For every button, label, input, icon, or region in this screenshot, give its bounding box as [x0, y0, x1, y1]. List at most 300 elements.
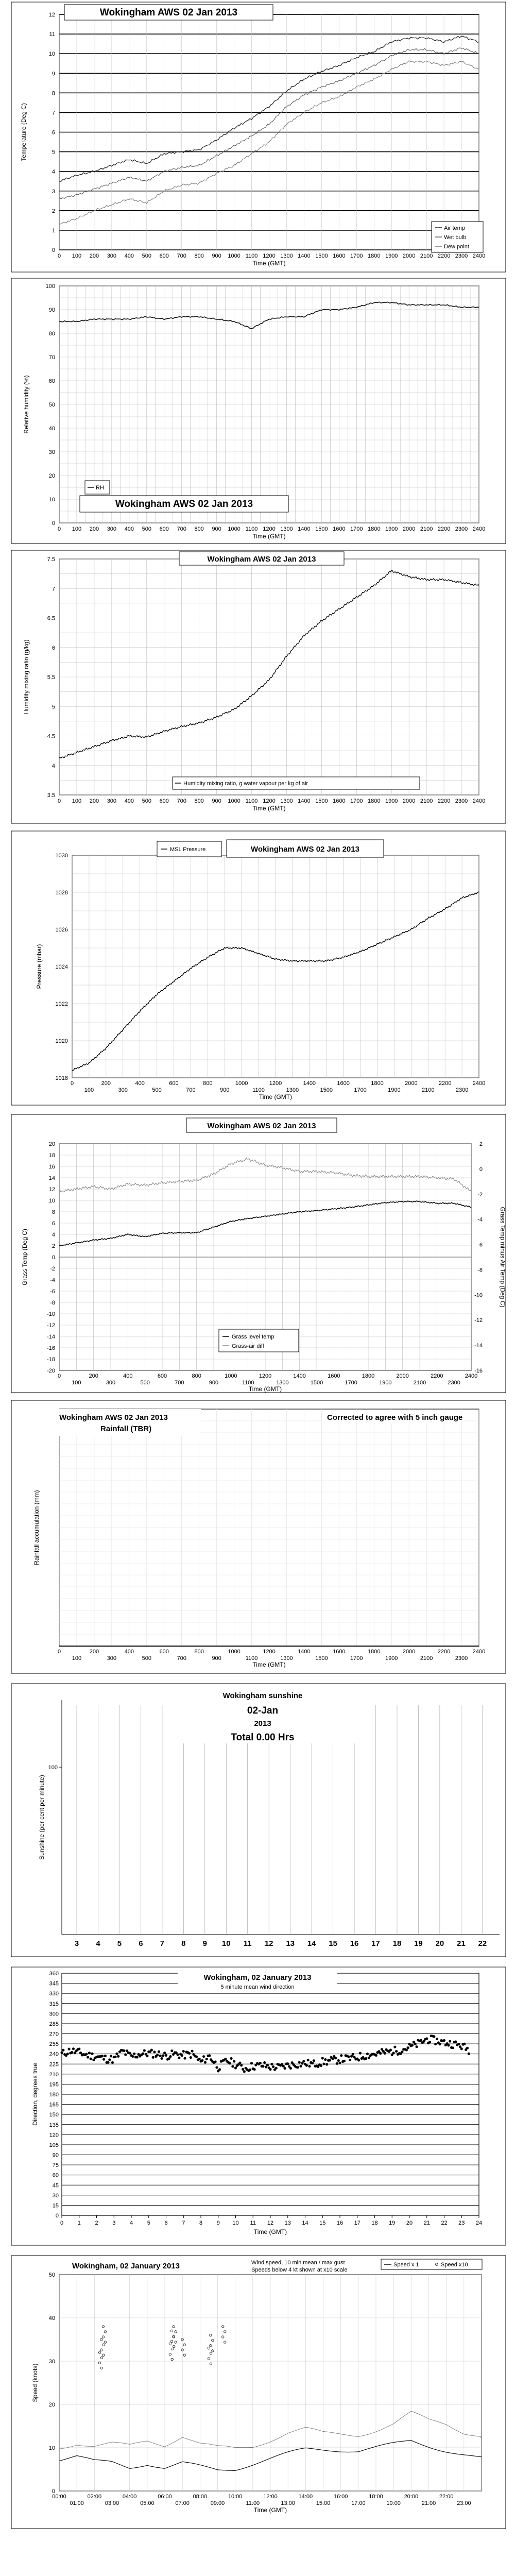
windspeed-x-tick: 01:00: [70, 2500, 84, 2506]
winddir-point: [234, 2066, 237, 2069]
pressure-y-tick: 1022: [55, 1001, 68, 1007]
windspeed-subtitle: Wind speed, 10 min mean / max gust: [251, 2260, 345, 2266]
winddir-x-tick: 2: [95, 2220, 98, 2226]
mixing-y-tick: 5: [52, 704, 55, 710]
winddir-point: [195, 2056, 198, 2058]
winddir-point: [438, 2043, 441, 2045]
grass-x-tick: 2100: [413, 1380, 426, 1386]
sunshine-x-tick: 14: [307, 1939, 316, 1948]
rainfall-x-tick: 2200: [437, 1649, 451, 1655]
mixing-x-tick: 2300: [455, 798, 468, 804]
mixing-y-tick: 3.5: [47, 792, 55, 799]
mixing-x-tick: 1200: [263, 798, 276, 804]
winddir-point: [230, 2057, 232, 2060]
grass-x-tick: 1400: [293, 1373, 306, 1379]
winddir-point: [163, 2052, 166, 2054]
winddir-point: [337, 2059, 340, 2062]
temperature-title: Wokingham AWS 02 Jan 2013: [99, 7, 238, 18]
temperature-x-tick: 2300: [455, 253, 468, 259]
pressure-y-tick: 1028: [55, 890, 68, 896]
winddir-point: [170, 2049, 173, 2052]
sunshine-date: 02-Jan: [247, 1705, 279, 1716]
winddir-point: [395, 2050, 398, 2053]
winddir-point: [414, 2043, 417, 2045]
humidity-x-tick: 1200: [263, 526, 276, 532]
rainfall-x-tick: 700: [177, 1655, 186, 1662]
winddir-point: [307, 2059, 310, 2061]
grass-x-tick: 2000: [396, 1373, 409, 1379]
humidity-x-tick: 1700: [350, 526, 363, 532]
humidity-y-label: Relative humidity (%): [23, 375, 30, 434]
grass-y-tick-right: -10: [474, 1292, 483, 1299]
mixing-x-label: Time (GMT): [252, 805, 286, 812]
rainfall-note: Corrected to agree with 5 inch gauge: [327, 1413, 463, 1422]
winddir-point: [272, 2065, 274, 2068]
winddir-point: [289, 2067, 292, 2070]
pressure-x-tick: 0: [70, 1080, 74, 1087]
windspeed-legend-label: Speed x 1: [393, 2262, 419, 2268]
windspeed-y-tick: 10: [48, 2445, 55, 2451]
pressure-x-tick: 1400: [303, 1080, 316, 1087]
winddir-x-tick: 24: [475, 2220, 483, 2226]
mixing-x-tick: 1400: [298, 798, 311, 804]
temperature-x-label: Time (GMT): [252, 260, 286, 267]
winddir-y-tick: 135: [49, 2122, 59, 2128]
grass-x-tick: 1800: [362, 1373, 375, 1379]
pressure-x-tick: 1000: [235, 1080, 248, 1087]
rainfall-x-tick: 1300: [280, 1655, 293, 1662]
winddir-point: [159, 2055, 162, 2057]
winddir-subtitle: 5 minute mean wind direction: [220, 1984, 295, 1990]
temperature-x-tick: 2200: [437, 253, 451, 259]
winddir-y-tick: 315: [49, 2001, 59, 2007]
grass-y-tick: 20: [48, 1141, 55, 1147]
winddir-point: [436, 2038, 438, 2040]
rainfall-x-tick: 1000: [228, 1649, 241, 1655]
grass-x-tick: 700: [175, 1380, 184, 1386]
temperature-x-tick: 1600: [333, 253, 346, 259]
humidity-x-label: Time (GMT): [252, 533, 286, 540]
humidity-title: Wokingham AWS 02 Jan 2013: [115, 499, 253, 510]
winddir-y-tick: 270: [49, 2031, 59, 2038]
winddir-point: [117, 2055, 119, 2058]
winddir-point: [62, 2049, 64, 2052]
windspeed-x-tick: 16:00: [333, 2494, 348, 2500]
rainfall-y-label: Rainfall accumulation (mm): [33, 1490, 40, 1565]
temperature-y-tick: 11: [49, 31, 55, 38]
winddir-point: [263, 2061, 266, 2064]
winddir-y-tick: 210: [49, 2071, 59, 2078]
humidity-legend-label: RH: [96, 485, 104, 491]
grass-legend-label: Grass level temp: [232, 1334, 274, 1340]
winddir-point: [297, 2066, 299, 2069]
mixing-x-tick: 800: [194, 798, 204, 804]
winddir-point: [229, 2062, 231, 2064]
mixing-x-tick: 1100: [245, 798, 258, 804]
grass-y-tick: -10: [47, 1311, 55, 1317]
winddir-point: [425, 2037, 428, 2040]
humidity-y-tick: 30: [48, 449, 55, 455]
humidity-x-tick: 1500: [315, 526, 328, 532]
grass-x-tick: 1100: [242, 1380, 254, 1386]
winddir-point: [401, 2050, 403, 2053]
temperature-x-tick: 1100: [245, 253, 258, 259]
pressure-x-tick: 2400: [472, 1080, 486, 1087]
pressure-x-tick: 2200: [438, 1080, 452, 1087]
rainfall-x-tick: 1400: [298, 1649, 311, 1655]
winddir-point: [158, 2050, 160, 2053]
rainfall-x-tick: 0: [57, 1649, 61, 1655]
winddir-point: [176, 2053, 179, 2056]
winddir-point: [349, 2059, 351, 2061]
winddir-point: [375, 2054, 377, 2057]
temperature-x-tick: 500: [142, 253, 151, 259]
temperature-y-tick: 4: [52, 168, 55, 175]
sunshine-x-tick: 19: [414, 1939, 423, 1948]
winddir-y-tick: 30: [52, 2192, 59, 2199]
pressure-x-tick: 1100: [252, 1087, 265, 1093]
winddir-point: [331, 2057, 334, 2060]
humidity-y-tick: 80: [48, 331, 55, 337]
mixing-y-tick: 7: [52, 586, 55, 592]
winddir-x-tick: 18: [371, 2220, 378, 2226]
humidity-x-tick: 600: [159, 526, 169, 532]
grass-x-tick: 1700: [345, 1380, 357, 1386]
sunshine-x-tick: 11: [243, 1939, 252, 1948]
rainfall-x-tick: 300: [107, 1655, 117, 1662]
humidity-y-tick: 40: [48, 426, 55, 432]
mixing-x-tick: 2400: [472, 798, 486, 804]
pressure-x-tick: 2000: [405, 1080, 418, 1087]
winddir-y-tick: 75: [52, 2162, 59, 2169]
windspeed-x-tick: 05:00: [140, 2500, 154, 2506]
windspeed-x-tick: 12:00: [263, 2494, 278, 2500]
temperature-x-tick: 200: [89, 253, 99, 259]
rainfall-x-tick: 1200: [263, 1649, 276, 1655]
sunshine-x-tick: 16: [350, 1939, 359, 1948]
winddir-x-tick: 8: [199, 2220, 203, 2226]
winddir-point: [275, 2067, 278, 2070]
sunshine-x-tick: 17: [371, 1939, 380, 1948]
sunshine-title: Wokingham sunshine: [222, 1691, 303, 1700]
sunshine-x-tick: 7: [160, 1939, 165, 1948]
windspeed-y-tick: 20: [48, 2402, 55, 2408]
humidity-y-tick: 60: [48, 378, 55, 384]
sunshine-x-tick: 12: [264, 1939, 273, 1948]
winddir-x-tick: 1: [77, 2220, 81, 2226]
winddir-point: [101, 2055, 104, 2057]
mixing-x-tick: 700: [177, 798, 186, 804]
pressure-x-tick: 900: [220, 1087, 230, 1093]
mixing-x-tick: 2100: [420, 798, 433, 804]
rainfall-x-tick: 1600: [333, 1649, 346, 1655]
grass-y-tick: -6: [50, 1289, 55, 1295]
temperature-x-tick: 2100: [420, 253, 433, 259]
winddir-point: [305, 2064, 308, 2066]
winddir-point: [181, 2054, 183, 2057]
grass-x-tick: 1900: [379, 1380, 392, 1386]
temperature-legend-label: Wet bulb: [444, 234, 467, 241]
pressure-x-tick: 1200: [269, 1080, 282, 1087]
winddir-x-tick: 4: [129, 2220, 133, 2226]
winddir-point: [321, 2057, 324, 2059]
mixing-x-tick: 1800: [368, 798, 381, 804]
winddir-y-tick: 165: [49, 2102, 59, 2108]
grass-y-tick: 8: [52, 1209, 55, 1215]
grass-x-tick: 2300: [448, 1380, 460, 1386]
pressure-x-tick: 700: [186, 1087, 196, 1093]
grass-y-tick: 18: [48, 1153, 55, 1159]
humidity-x-tick: 100: [72, 526, 82, 532]
winddir-point: [108, 2058, 111, 2061]
mixing-x-tick: 1300: [280, 798, 293, 804]
pressure-title: Wokingham AWS 02 Jan 2013: [251, 845, 359, 854]
humidity-x-tick: 800: [194, 526, 204, 532]
rainfall-x-tick: 2000: [402, 1649, 416, 1655]
grass-x-tick: 2200: [431, 1373, 443, 1379]
winddir-x-tick: 7: [182, 2220, 185, 2226]
temperature-x-tick: 600: [159, 253, 169, 259]
grass-y-tick: -18: [47, 1357, 55, 1363]
windspeed-x-tick: 02:00: [87, 2494, 102, 2500]
windspeed-legend-label: Speed x10: [441, 2262, 468, 2268]
rainfall-x-label: Time (GMT): [252, 1661, 286, 1668]
windspeed-x-tick: 14:00: [298, 2494, 313, 2500]
windspeed-y-tick: 40: [48, 2315, 55, 2321]
temperature-y-label: Temperature (Deg C): [20, 103, 27, 161]
sunshine-x-tick: 13: [286, 1939, 295, 1948]
humidity-x-tick: 900: [212, 526, 221, 532]
mixing-legend-label: Humidity mixing ratio, g water vapour per kg of air: [183, 781, 308, 787]
sunshine-x-tick: 15: [329, 1939, 337, 1948]
mixing-y-tick: 5.5: [47, 674, 55, 681]
windspeed-x-tick: 07:00: [175, 2500, 190, 2506]
windspeed-y-tick: 0: [52, 2488, 55, 2495]
humidity-y-tick: 10: [48, 497, 55, 503]
winddir-point: [352, 2053, 354, 2056]
winddir-point: [188, 2052, 191, 2055]
sunshine-x-tick: 21: [457, 1939, 466, 1948]
mixing-x-tick: 1900: [385, 798, 398, 804]
grass-y-tick: -2: [50, 1266, 55, 1272]
winddir-point: [191, 2050, 194, 2053]
winddir-y-tick: 0: [55, 2213, 59, 2219]
winddir-point: [347, 2055, 350, 2058]
winddir-point: [153, 2050, 156, 2053]
rainfall-x-tick: 200: [89, 1649, 99, 1655]
winddir-point: [366, 2053, 369, 2055]
grass-y-tick-right: -2: [477, 1191, 483, 1198]
humidity-x-tick: 1000: [228, 526, 241, 532]
grass-x-tick: 800: [192, 1373, 201, 1379]
grass-y-tick: 4: [52, 1232, 55, 1238]
pressure-x-label: Time (GMT): [259, 1093, 293, 1100]
winddir-point: [415, 2045, 418, 2048]
rainfall-x-tick: 1700: [350, 1655, 363, 1662]
winddir-point: [201, 2059, 203, 2062]
pressure-x-tick: 800: [203, 1080, 213, 1087]
rainfall-x-tick: 1500: [315, 1655, 328, 1662]
winddir-point: [242, 2068, 244, 2071]
rainfall-x-tick: 800: [194, 1649, 204, 1655]
humidity-x-tick: 500: [142, 526, 151, 532]
grass-y-tick-right: 0: [479, 1166, 483, 1173]
temperature-y-tick: 9: [52, 71, 55, 77]
sunshine-x-tick: 22: [478, 1939, 487, 1948]
winddir-point: [178, 2057, 180, 2059]
windspeed-y-label: Speed (knots): [31, 2363, 39, 2402]
sunshine-x-tick: 5: [117, 1939, 122, 1948]
sunshine-y-tick: 100: [48, 1765, 58, 1771]
winddir-y-tick: 120: [49, 2132, 59, 2139]
grass-x-tick: 300: [106, 1380, 116, 1386]
winddir-point: [463, 2043, 466, 2045]
mixing-x-tick: 1000: [228, 798, 241, 804]
windspeed-x-tick: 11:00: [246, 2500, 260, 2506]
pressure-y-tick: 1026: [55, 927, 68, 933]
temperature-y-tick: 8: [52, 90, 55, 97]
winddir-point: [67, 2048, 70, 2050]
windspeed-x-tick: 15:00: [316, 2500, 331, 2506]
grass-y-tick: -12: [47, 1323, 55, 1329]
winddir-point: [129, 2052, 131, 2055]
humidity-x-tick: 2100: [420, 526, 433, 532]
winddir-point: [215, 2066, 218, 2069]
rainfall-x-tick: 400: [124, 1649, 134, 1655]
sunshine-x-tick: 3: [74, 1939, 79, 1948]
humidity-x-tick: 1400: [298, 526, 311, 532]
winddir-x-tick: 13: [284, 2220, 291, 2226]
pressure-x-tick: 1300: [286, 1087, 299, 1093]
grass-y-tick: -14: [47, 1334, 55, 1340]
winddir-point: [168, 2057, 170, 2060]
temperature-x-tick: 300: [107, 253, 117, 259]
winddir-point: [214, 2060, 217, 2063]
winddir-x-tick: 12: [267, 2220, 274, 2226]
mixing-x-tick: 300: [107, 798, 117, 804]
windspeed-x-label: Time (GMT): [253, 2506, 287, 2514]
winddir-point: [143, 2049, 146, 2052]
mixing-x-tick: 2200: [437, 798, 451, 804]
mixing-x-tick: 400: [124, 798, 134, 804]
winddir-point: [240, 2064, 243, 2066]
windspeed-x-tick: 19:00: [386, 2500, 401, 2506]
winddir-point: [389, 2048, 392, 2051]
winddir-y-tick: 300: [49, 2011, 59, 2018]
winddir-point: [85, 2053, 88, 2055]
temperature-y-tick: 10: [48, 51, 55, 58]
grass-x-tick: 1000: [225, 1373, 237, 1379]
windspeed-x-tick: 10:00: [228, 2494, 243, 2500]
winddir-point: [457, 2043, 460, 2045]
winddir-point: [359, 2052, 362, 2054]
winddir-point: [110, 2055, 112, 2057]
winddir-y-tick: 285: [49, 2021, 59, 2027]
mixing-x-tick: 100: [72, 798, 82, 804]
humidity-x-tick: 1100: [245, 526, 258, 532]
grass-x-tick: 400: [123, 1373, 133, 1379]
windspeed-y-tick: 50: [48, 2272, 55, 2278]
mixing-x-tick: 1500: [315, 798, 328, 804]
grass-x-tick: 2400: [465, 1373, 478, 1379]
grass-x-tick: 1300: [276, 1380, 289, 1386]
winddir-x-tick: 10: [232, 2220, 239, 2226]
windspeed-x-tick: 18:00: [369, 2494, 383, 2500]
pressure-x-tick: 100: [84, 1087, 94, 1093]
winddir-point: [66, 2053, 69, 2055]
rainfall-x-tick: 900: [212, 1655, 221, 1662]
winddir-point: [182, 2050, 185, 2053]
winddir-point: [468, 2053, 470, 2055]
winddir-point: [104, 2055, 107, 2057]
rainfall-x-tick: 1100: [245, 1655, 258, 1662]
winddir-point: [71, 2051, 73, 2054]
windspeed-subtitle2: Speeds below 4 kt shown at x10 scale: [251, 2267, 348, 2273]
windspeed-title: Wokingham, 02 January 2013: [72, 2262, 180, 2270]
humidity-x-tick: 2400: [472, 526, 486, 532]
winddir-y-tick: 105: [49, 2142, 59, 2148]
grass-y-tick-right: -12: [474, 1317, 483, 1324]
grass-y-label-right: Grass Temp minus Air Temp (Deg C): [499, 1207, 506, 1308]
winddir-point: [384, 2052, 386, 2055]
winddir-point: [286, 2062, 289, 2065]
winddir-y-tick: 90: [52, 2152, 59, 2159]
windspeed-x-tick: 03:00: [105, 2500, 119, 2506]
winddir-point: [90, 2058, 92, 2060]
grass-title: Wokingham AWS 02 Jan 2013: [207, 1122, 316, 1130]
winddir-point: [169, 2055, 171, 2058]
winddir-point: [190, 2056, 192, 2059]
winddir-x-tick: 5: [147, 2220, 150, 2226]
winddir-point: [434, 2043, 437, 2045]
windspeed-y-tick: 30: [48, 2359, 55, 2365]
pressure-y-tick: 1018: [55, 1075, 68, 1081]
winddir-point: [405, 2048, 408, 2051]
winddir-point: [322, 2062, 325, 2065]
temperature-y-tick: 7: [52, 110, 55, 116]
winddir-title: Wokingham, 02 January 2013: [203, 1973, 312, 1982]
winddir-point: [102, 2058, 105, 2061]
sunshine-x-tick: 18: [392, 1939, 402, 1948]
winddir-point: [336, 2062, 338, 2065]
sunshine-total: Total 0.00 Hrs: [231, 1732, 295, 1743]
winddir-point: [231, 2065, 234, 2067]
winddir-point: [269, 2068, 271, 2071]
winddir-point: [224, 2058, 227, 2060]
winddir-point: [150, 2048, 153, 2051]
winddir-point: [466, 2047, 469, 2049]
humidity-y-tick: 0: [52, 520, 55, 527]
winddir-point: [133, 2053, 135, 2055]
winddir-point: [262, 2065, 264, 2067]
pressure-y-tick: 1030: [55, 853, 68, 859]
temperature-y-tick: 3: [52, 188, 55, 195]
grass-y-tick: -8: [50, 1300, 55, 1306]
winddir-point: [334, 2057, 337, 2059]
humidity-x-tick: 1300: [280, 526, 293, 532]
winddir-point: [365, 2057, 367, 2060]
mixing-x-tick: 600: [159, 798, 169, 804]
winddir-point: [393, 2046, 396, 2048]
winddir-y-tick: 150: [49, 2112, 59, 2119]
winddir-point: [124, 2053, 127, 2056]
mixing-x-tick: 900: [212, 798, 221, 804]
humidity-x-tick: 200: [89, 526, 99, 532]
winddir-x-tick: 20: [406, 2220, 413, 2226]
winddir-point: [325, 2063, 328, 2065]
winddir-x-tick: 15: [319, 2220, 326, 2226]
grass-y-tick: 6: [52, 1221, 55, 1227]
